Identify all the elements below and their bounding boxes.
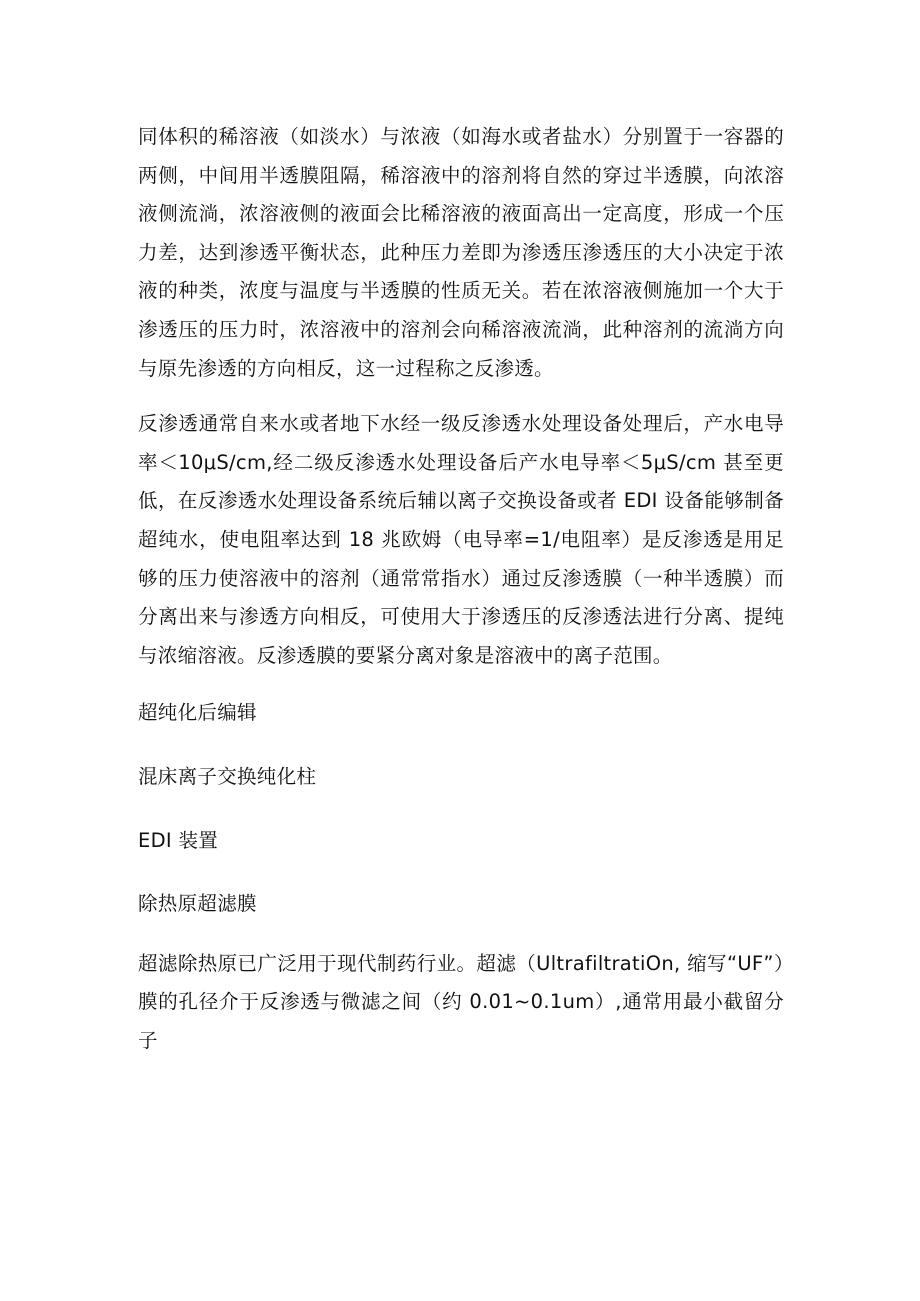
paragraph-reverse-osmosis-application: 反渗透通常自来水或者地下水经一级反渗透水处理设备处理后，产水电导率＜10μS∕cm,经二级反渗透水处理设备后产水电导率＜5μS/cm 甚至更低，在反渗透水处理设备系统后辅以离子交换设备或者 EDI 设备能够制备超纯水，使电阻率达到 18 兆欧姆（电导率=1/电阻率）是反渗透是用足够的压力使溶液中的溶剂（通常常指水）通过反渗透膜（一种半透膜）而分离出来与渗透方向相反，可使用大于渗透压的反渗透法进行分离、提纯与浓缩溶液。反渗透膜的要紧分离对象是溶液中的离子范围。	[138, 412, 784, 667]
paragraph-reverse-osmosis-principle: 同体积的稀溶液（如淡水）与浓液（如海水或者盐水）分别置于一容器的两侧，中间用半透膜阻隔，稀溶液中的溶剂将自然的穿过半透膜，向浓溶液侧流淌，浓溶液侧的液面会比稀溶液的液面高出一定高度，形成一个压力差，达到渗透平衡状态，此种压力差即为渗透压渗透压的大小决定于浓液的种类，浓度与温度与半透膜的性质无关。若在浓溶液侧施加一个大于渗透压的压力时，浓溶液中的溶剂会向稀溶液流淌，此种溶剂的流淌方向与原先渗透的方向相反，这一过程称之反渗透。	[138, 125, 784, 380]
heading-edi-device: EDI 装置	[138, 828, 219, 852]
heading-ultrapure-post-processing: 超纯化后编辑	[138, 701, 257, 725]
heading-pyrogen-ultrafiltration: 除热原超滤膜	[138, 892, 257, 916]
heading-mixed-bed-column: 混床离子交换纯化柱	[138, 764, 317, 788]
document-body	[138, 118, 784, 1060]
paragraph-ultrafiltration: 超滤除热原已广泛用于现代制药行业。超滤（UltrafiltratiOn, 缩写“UF”）膜的孔径介于反渗透与微滤之间（约 0.01~0.1um）,通常用最小截留分子	[138, 951, 784, 1052]
